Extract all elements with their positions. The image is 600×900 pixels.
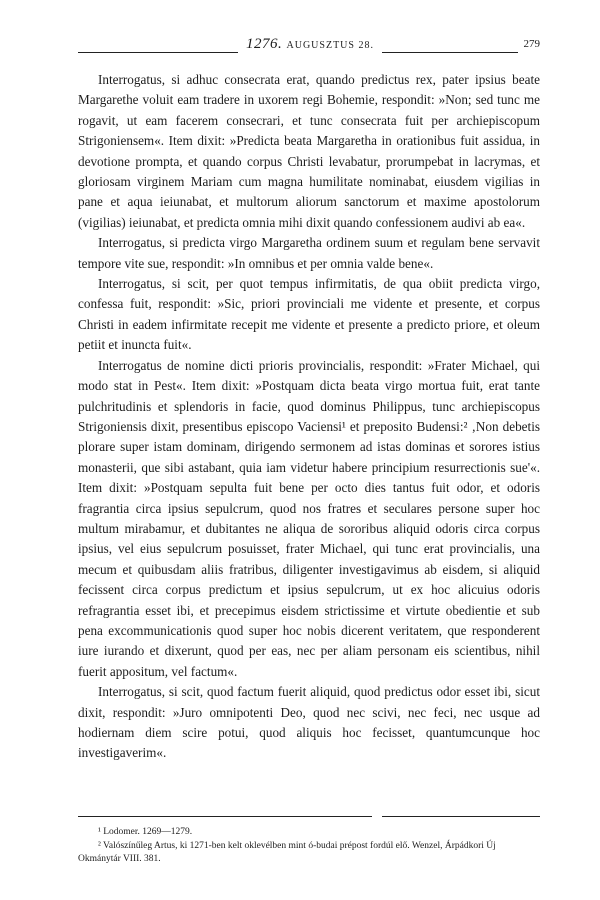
footnotes xyxy=(78,826,540,867)
page-number: 279 xyxy=(523,38,540,50)
paragraph: Interrogatus de nomine dicti prioris provincialis, respondit: »Frater Michael, qui modo stat in Pest«. Item dixit: »Postquam dicta beata virgo mortua fuit, erat tante pulchritudinis et splendoris in facie, quod dominus Philippus, tunc archiepiscopus Strigoniensis dixit, presentibus episcopo Vaciensi¹ et preposito Budensi:² ‚Non debetis plorare super istam dominam, dirigendo sermonem ad istas dominas et sorores istius monasterii, que sibi astabant, quia iam videtur habere principium resurrectionis sue'«. Item dixit: »Postquam sepulta fuit bene per octo dies tantus fuit odor, et odoris fragrantia circa ipsius sepulcrum, quod nos fratres et seculares persone super hoc multum mirabamur, et dubitantes ne aliqua de sororibus aliquid odoris circa corpus ipsius, vel eius sepulcrum posuisset, frater Michael, qui tunc erat provincialis, una mecum et quibusdam aliis fratribus, diligenter investigavimus ab eisdem, si aliquid fecissent circa corpus predictum et ipsius sepulcrum, ut ex hoc alicuius odoris refragrantia esset ibi, et precepimus eisdem strictissime et virtute obedientie et sub pena excommunicationis quod super hoc nobis dicerent veritatem, que responderent iure iurando et dixerunt, quod per eas, nec per aliam personam eis scientibus, nihil fuerit appositum, vel factum«. xyxy=(78,357,540,679)
header-rule-right xyxy=(380,52,518,53)
header-title xyxy=(238,36,382,53)
footnote: ² Valószínűleg Artus, ki 1271-ben kelt oklevélben mint ó-budai prépost fordúl elő. Wenzel, Árpádkori Új Okmánytár VIII. 381. xyxy=(78,840,496,864)
paragraph: Interrogatus, si adhuc consecrata erat, quando predictus rex, pater ipsius beate Margarethe voluit eam tradere in uxorem regi Bohemie, respondit: »Non; sed tunc me rogavit, ut eam facerem consecrari, et tunc consecrata fuit per archiepiscopum Strigoniensem«. Item dixit: »Predicta beata Margaretha in orationibus fuit assidua, in devotione prompta, et quando corpus Christi levabatur, prorumpebat in lacrymas, et gloriosam virginem Mariam cum magna humilitate nominabat, eiusdem vigilias in pane et aqua ieiunabat, et multorum aliorum sanctorum et maxime apostolorum (vigilias) ieiunabat, et predicta omnia mihi dixit quando confessionem audivi ab ea«. xyxy=(78,72,540,230)
footnote-rule-right xyxy=(382,816,540,817)
footnote-rule xyxy=(78,816,372,817)
paragraph: Interrogatus, si scit, per quot tempus infirmitatis, de qua obiit predicta virgo, confessa fuit, respondit: »Sic, priori provinciali me vidente et presente, et corpus Christi in eadem infirmitate recepit me vidente et presente a predicto priore, et oleum petiit et inuncta fuit«. xyxy=(78,276,540,353)
paragraph: Interrogatus, si scit, quod factum fuerit aliquid, quod predictus odor esset ibi, sicut dixit, respondit: »Juro omnipotenti Deo, quod nec scivi, nec feci, nec usque ad hodiernam diem scire potui, quod aliquis hoc fecisset, quantumcunque hoc investigaverim«. xyxy=(78,684,540,761)
body-text xyxy=(78,70,540,764)
header-rule-left xyxy=(78,52,238,53)
header-year: 1276. xyxy=(246,36,283,52)
header-date: AUGUSZTUS 28. xyxy=(286,40,374,51)
paragraph: Interrogatus, si predicta virgo Margaretha ordinem suum et regulam bene servavit tempore vite sue, respondit: »In omnibus et per omnia valde bene«. xyxy=(78,235,540,271)
running-header xyxy=(78,36,540,66)
footnote: ¹ Lodomer. 1269—1279. xyxy=(98,827,193,837)
